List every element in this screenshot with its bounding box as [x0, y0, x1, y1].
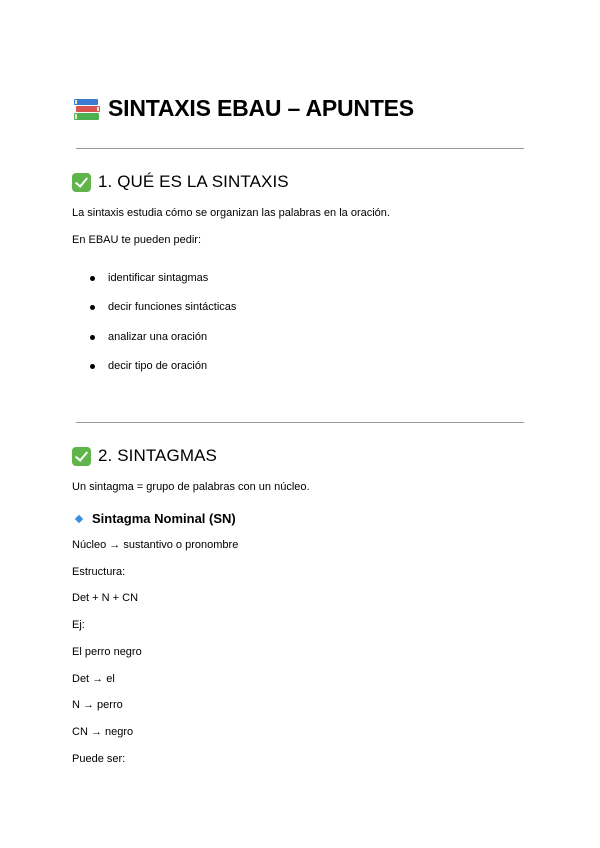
subsection-heading-text: Sintagma Nominal (SN)	[92, 511, 236, 526]
list-item-text: identificar sintagmas	[108, 272, 209, 284]
list-item-text: analizar una oración	[108, 331, 208, 343]
paragraph: Estructura:	[72, 566, 126, 578]
diamond-icon	[75, 514, 83, 522]
title-text: SINTAXIS EBAU – APUNTES	[108, 95, 414, 121]
paragraph: La sintaxis estudia cómo se organizan las palabras en la oración.	[72, 207, 390, 219]
list-item	[90, 301, 236, 313]
bullet-icon	[90, 364, 95, 369]
section-heading-2	[72, 446, 217, 466]
paragraph: Ej:	[72, 619, 85, 631]
paragraph: Un sintagma = grupo de palabras con un núcleo.	[72, 481, 310, 493]
list-item-text: decir tipo de oración	[108, 360, 208, 372]
paragraph: El perro negro	[72, 646, 142, 658]
section-heading-text: 2. SINTAGMAS	[98, 446, 217, 465]
list-item	[90, 360, 207, 372]
paragraph: Det → el	[72, 673, 115, 685]
check-icon	[72, 173, 91, 192]
list-item	[90, 331, 207, 343]
subsection-heading	[76, 511, 236, 526]
paragraph: N → perro	[72, 699, 123, 711]
divider	[76, 422, 524, 423]
list-item-text: decir funciones sintácticas	[108, 301, 237, 313]
list-item	[90, 272, 208, 284]
bullet-icon	[90, 305, 95, 310]
bullet-icon	[90, 276, 95, 281]
check-icon	[72, 447, 91, 466]
paragraph: Puede ser:	[72, 753, 126, 765]
section-heading-1	[72, 172, 289, 192]
section-heading-text: 1. QUÉ ES LA SINTAXIS	[98, 172, 289, 191]
paragraph: CN → negro	[72, 726, 134, 738]
paragraph: En EBAU te pueden pedir:	[72, 234, 202, 246]
books-icon	[72, 96, 102, 122]
paragraph: Núcleo → sustantivo o pronombre	[72, 539, 239, 551]
paragraph: Det + N + CN	[72, 592, 139, 604]
bullet-icon	[90, 335, 95, 340]
document-title	[72, 95, 414, 122]
divider	[76, 148, 524, 149]
